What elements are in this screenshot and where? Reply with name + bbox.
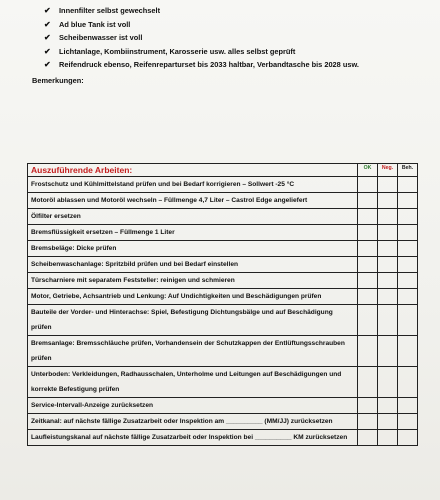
beh-cell[interactable] <box>398 273 418 289</box>
table-row <box>28 177 418 193</box>
neg-cell[interactable] <box>378 177 398 193</box>
checklist-item <box>44 31 424 45</box>
checkmark-icon: ✔ <box>44 33 51 43</box>
checkmark-icon: ✔ <box>44 6 51 16</box>
ok-cell[interactable] <box>358 273 378 289</box>
ok-cell[interactable] <box>358 398 378 414</box>
beh-cell[interactable] <box>398 430 418 446</box>
checklist-item-label: Ad blue Tank ist voll <box>59 19 131 29</box>
neg-cell[interactable] <box>378 414 398 430</box>
ok-cell[interactable] <box>358 367 378 398</box>
work-table-title: Auszuführende Arbeiten: <box>28 164 358 177</box>
table-row <box>28 225 418 241</box>
ok-cell[interactable] <box>358 289 378 305</box>
beh-cell[interactable] <box>398 289 418 305</box>
table-row <box>28 430 418 446</box>
ok-cell[interactable] <box>358 336 378 367</box>
task-label: Bremsbeläge: Dicke prüfen <box>28 241 358 257</box>
table-row <box>28 193 418 209</box>
ok-cell[interactable] <box>358 209 378 225</box>
beh-cell[interactable] <box>398 336 418 367</box>
beh-cell[interactable] <box>398 193 418 209</box>
neg-cell[interactable] <box>378 273 398 289</box>
work-table-header <box>28 164 418 177</box>
ok-cell[interactable] <box>358 257 378 273</box>
ok-cell[interactable] <box>358 241 378 257</box>
table-row <box>28 241 418 257</box>
column-header-neg: Neg. <box>378 164 398 177</box>
task-label: Motor, Getriebe, Achsantrieb und Lenkung: Auf Undichtigkeiten und Beschädigungen prüfen <box>28 289 358 305</box>
beh-cell[interactable] <box>398 177 418 193</box>
table-row <box>28 367 418 398</box>
table-row <box>28 257 418 273</box>
neg-cell[interactable] <box>378 305 398 336</box>
task-label: Motoröl ablassen und Motoröl wechseln – Füllmenge 4,7 Liter – Castrol Edge angeliefert <box>28 193 358 209</box>
neg-cell[interactable] <box>378 257 398 273</box>
checklist-item <box>44 4 424 18</box>
neg-cell[interactable] <box>378 336 398 367</box>
column-header-ok: OK <box>358 164 378 177</box>
work-table <box>27 163 418 446</box>
neg-cell[interactable] <box>378 430 398 446</box>
checklist-item-label: Scheibenwasser ist voll <box>59 33 143 43</box>
task-label: Türscharniere mit separatem Feststeller: reinigen und schmieren <box>28 273 358 289</box>
beh-cell[interactable] <box>398 398 418 414</box>
ok-cell[interactable] <box>358 305 378 336</box>
task-label: Bremsflüssigkeit ersetzen – Füllmenge 1 Liter <box>28 225 358 241</box>
remarks-label: Bemerkungen: <box>32 76 84 85</box>
ok-cell[interactable] <box>358 225 378 241</box>
checklist-item <box>44 18 424 32</box>
task-label: Ölfilter ersetzen <box>28 209 358 225</box>
checklist-item <box>44 58 424 72</box>
checklist-item-label: Innenfilter selbst gewechselt <box>59 6 161 16</box>
beh-cell[interactable] <box>398 209 418 225</box>
table-row <box>28 273 418 289</box>
table-row <box>28 336 418 367</box>
task-label: Bremsanlage: Bremsschläuche prüfen, Vorhandensein der Schutzkappen der Entlüftungsschrauben prüfen <box>28 336 358 367</box>
neg-cell[interactable] <box>378 289 398 305</box>
neg-cell[interactable] <box>378 225 398 241</box>
checklist-item-label: Lichtanlage, Kombiinstrument, Karosserie usw. alles selbst geprüft <box>59 46 296 56</box>
neg-cell[interactable] <box>378 398 398 414</box>
task-label: Laufleistungskanal auf nächste fällige Zusatzarbeit oder Inspektion bei __________ KM zurücksetzen <box>28 430 358 446</box>
table-row <box>28 209 418 225</box>
neg-cell[interactable] <box>378 367 398 398</box>
task-label: Unterboden: Verkleidungen, Radhausschalen, Unterholme und Leitungen auf Beschädigungen und korrekte Befestigung prüfen <box>28 367 358 398</box>
task-label: Zeitkanal: auf nächste fällige Zusatzarbeit oder Inspektion am __________ (MM/JJ) zurücksetzen <box>28 414 358 430</box>
table-row <box>28 414 418 430</box>
neg-cell[interactable] <box>378 193 398 209</box>
beh-cell[interactable] <box>398 257 418 273</box>
checkmark-icon: ✔ <box>44 60 51 70</box>
checkmark-icon: ✔ <box>44 46 51 56</box>
neg-cell[interactable] <box>378 209 398 225</box>
task-label: Frostschutz und Kühlmittelstand prüfen und bei Bedarf korrigieren – Sollwert -25 °C <box>28 177 358 193</box>
table-row <box>28 305 418 336</box>
ok-cell[interactable] <box>358 177 378 193</box>
completed-checklist <box>44 4 424 72</box>
beh-cell[interactable] <box>398 414 418 430</box>
beh-cell[interactable] <box>398 225 418 241</box>
task-label: Scheibenwaschanlage: Spritzbild prüfen und bei Bedarf einstellen <box>28 257 358 273</box>
table-row <box>28 289 418 305</box>
ok-cell[interactable] <box>358 430 378 446</box>
checkmark-icon: ✔ <box>44 19 51 29</box>
task-label: Bauteile der Vorder- und Hinterachse: Spiel, Befestigung Dichtungsbälge und auf Beschädigung prüfen <box>28 305 358 336</box>
task-label: Service-Intervall-Anzeige zurücksetzen <box>28 398 358 414</box>
ok-cell[interactable] <box>358 414 378 430</box>
beh-cell[interactable] <box>398 241 418 257</box>
column-header-beh: Beh. <box>398 164 418 177</box>
checklist-item-label: Reifendruck ebenso, Reifenreparturset bis 2033 haltbar, Verbandtasche bis 2028 usw. <box>59 60 359 70</box>
neg-cell[interactable] <box>378 241 398 257</box>
ok-cell[interactable] <box>358 193 378 209</box>
table-row <box>28 398 418 414</box>
beh-cell[interactable] <box>398 305 418 336</box>
beh-cell[interactable] <box>398 367 418 398</box>
checklist-item <box>44 45 424 59</box>
